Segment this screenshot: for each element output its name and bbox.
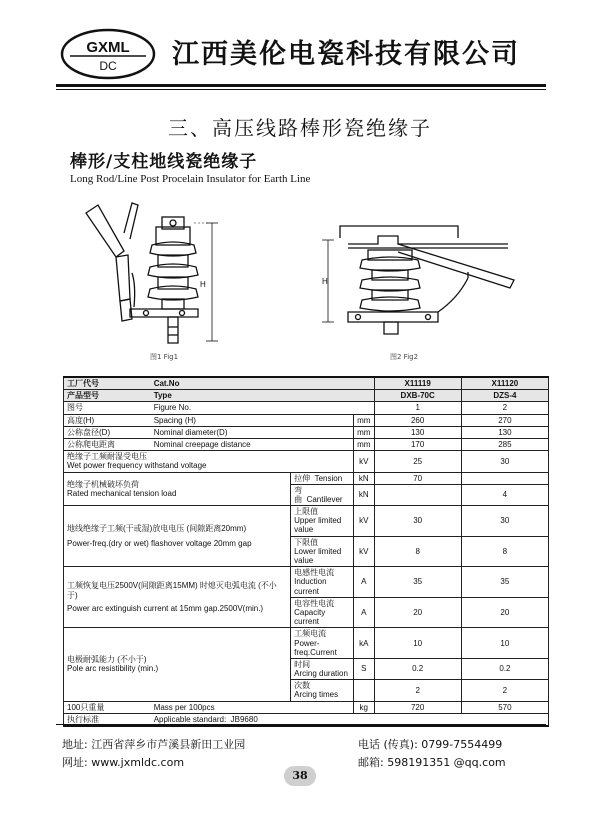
capacity-label-en: Capacity current bbox=[294, 607, 326, 627]
figure-value-1: 1 bbox=[374, 402, 461, 414]
wet-withstand-label-cn: 绝缘子工频耐湿受电压 bbox=[67, 452, 147, 462]
cat-label-cn: 工厂代号 bbox=[64, 377, 151, 390]
company-name: 江西美伦电瓷科技有限公司 bbox=[172, 39, 520, 70]
figure-1-caption: 图1 Fig1 bbox=[150, 353, 179, 361]
capacity-value-2: 20 bbox=[461, 597, 548, 628]
figure-label-en: Figure No. bbox=[151, 402, 374, 414]
cat-value-2: X11120 bbox=[461, 377, 548, 390]
upper-limit-value-2: 30 bbox=[461, 506, 548, 537]
address-text: 地址: 江西省萍乡市芦溪县新田工业园 bbox=[62, 738, 246, 751]
email-link[interactable]: 邮箱: 598191351 @qq.com bbox=[358, 756, 506, 769]
logo-text-bottom: DC bbox=[99, 59, 117, 73]
spec-table bbox=[63, 376, 549, 727]
figure-1-drawing bbox=[74, 195, 244, 355]
mech-load-label-cn: 绝缘子机械破坏负荷 bbox=[67, 479, 139, 489]
power-freq-current-unit: kA bbox=[353, 628, 374, 659]
induction-label-en: Induction current bbox=[294, 577, 327, 596]
arc-resist-label-cn: 电极耐弧能力 (不小于) bbox=[67, 655, 147, 665]
standard-label-en: Applicable standard: bbox=[153, 714, 227, 724]
cantilever-unit: kN bbox=[353, 484, 374, 505]
table-row bbox=[64, 701, 549, 713]
website-link[interactable]: 网址: www.jxmldc.com bbox=[62, 756, 185, 769]
header-rule-thick bbox=[56, 84, 546, 87]
mass-value-2: 570 bbox=[461, 701, 548, 713]
diameter-value-1: 130 bbox=[374, 426, 461, 438]
arcing-duration-unit: S bbox=[353, 658, 374, 679]
spacing-label-cn: 高度(H) bbox=[64, 414, 151, 426]
wet-withstand-label bbox=[64, 451, 354, 472]
table-row bbox=[64, 402, 549, 414]
figure-2-dimension-label: H bbox=[322, 277, 328, 286]
flashover-label-en: Power-freq.(dry or wet) flashover voltage 20mm gap bbox=[67, 539, 252, 549]
type-value-2: DZS-4 bbox=[461, 390, 548, 402]
arc-extinguish-label-cn: 工频恢复电压2500V(间隙距离15MM) 时熄灭电弧电流 (不小于) bbox=[67, 581, 277, 600]
figure-1-dimension-label: H bbox=[200, 280, 206, 289]
induction-unit: A bbox=[353, 567, 374, 598]
mass-label-cn: 100只重量 bbox=[64, 701, 151, 713]
figure-value-2: 2 bbox=[461, 402, 548, 414]
type-value-1: DXB-70C bbox=[374, 390, 461, 402]
induction-label bbox=[291, 567, 354, 598]
capacity-value-1: 20 bbox=[374, 597, 461, 628]
capacity-label-cn: 电容性电流 bbox=[294, 598, 335, 608]
diameter-label-en: Nominal diameter(D) bbox=[151, 426, 354, 438]
tension-value-1: 70 bbox=[374, 472, 461, 484]
cantilever-value-2: 4 bbox=[461, 484, 548, 505]
arc-extinguish-label bbox=[64, 567, 291, 628]
product-title: 棒形/支柱地线瓷绝缘子 bbox=[70, 152, 258, 172]
induction-label-cn: 电感性电流 bbox=[294, 568, 335, 578]
cantilever-label bbox=[291, 484, 354, 505]
power-freq-current-value-2: 10 bbox=[461, 628, 548, 659]
arcing-times-value-2: 2 bbox=[461, 680, 548, 701]
spacing-label-en: Spacing (H) bbox=[151, 414, 354, 426]
product-subtitle: Long Rod/Line Post Procelain Insulator for Earth Line bbox=[70, 173, 311, 185]
table-row bbox=[64, 472, 549, 484]
creepage-label-en: Nominal creepage distance bbox=[151, 438, 354, 450]
spacing-unit: mm bbox=[353, 414, 374, 426]
capacity-label bbox=[291, 597, 354, 628]
arcing-times-label bbox=[291, 680, 354, 701]
table-row bbox=[64, 414, 549, 426]
section-title: 三、高压线路棒形瓷绝缘子 bbox=[168, 116, 432, 140]
table-row bbox=[64, 628, 549, 659]
arc-extinguish-label-en: Power arc extinguish current at 15mm gap.2500V(min.) bbox=[67, 603, 264, 613]
table-row bbox=[64, 377, 549, 390]
upper-limit-label-cn: 上限值 bbox=[294, 507, 319, 517]
power-freq-current-label-en: Power-freq.Current bbox=[294, 638, 337, 657]
flashover-label-cn: 地线绝缘子工频(干或湿)放电电压 (间隙距离20mm) bbox=[67, 523, 247, 533]
cat-label-en: Cat.No bbox=[151, 377, 374, 390]
standard-value: JB9680 bbox=[230, 714, 258, 724]
creepage-value-2: 285 bbox=[461, 438, 548, 450]
arcing-duration-label bbox=[291, 658, 354, 679]
table-row bbox=[64, 567, 549, 598]
cantilever-label-en: Cantilever bbox=[306, 494, 343, 504]
wet-withstand-label-en: Wet power frequency withstand voltage bbox=[67, 461, 207, 471]
capacity-unit: A bbox=[353, 597, 374, 628]
mass-label-en: Mass per 100pcs bbox=[151, 701, 354, 713]
standard-label-cn: 执行标准 bbox=[64, 713, 151, 726]
diameter-unit: mm bbox=[353, 426, 374, 438]
upper-limit-unit: kV bbox=[353, 506, 374, 537]
mass-value-1: 720 bbox=[374, 701, 461, 713]
upper-limit-value-1: 30 bbox=[374, 506, 461, 537]
tension-label-en: Tension bbox=[314, 473, 343, 483]
footer-rule bbox=[56, 724, 546, 725]
tension-unit: kN bbox=[353, 472, 374, 484]
table-row bbox=[64, 390, 549, 402]
tension-value-2 bbox=[461, 472, 548, 484]
lower-limit-label-en: Lower limited value bbox=[294, 546, 342, 565]
figure-2-drawing bbox=[318, 218, 518, 348]
arcing-duration-value-1: 0.2 bbox=[374, 658, 461, 679]
induction-value-1: 35 bbox=[374, 567, 461, 598]
cantilever-value-1 bbox=[374, 484, 461, 505]
induction-value-2: 35 bbox=[461, 567, 548, 598]
creepage-unit: mm bbox=[353, 438, 374, 450]
arcing-duration-label-cn: 时间 bbox=[294, 659, 311, 669]
power-freq-current-label-cn: 工频电流 bbox=[294, 629, 327, 639]
header-rule-thin bbox=[56, 89, 546, 90]
arcing-times-label-cn: 次数 bbox=[294, 681, 311, 691]
mech-load-label bbox=[64, 472, 291, 506]
flashover-label bbox=[64, 506, 291, 567]
upper-limit-label bbox=[291, 506, 354, 537]
arc-resist-label bbox=[64, 628, 291, 701]
mech-load-label-en: Rated mechanical tension load bbox=[67, 488, 177, 498]
type-label-cn: 产品型号 bbox=[64, 390, 151, 402]
figure-2-caption: 图2 Fig2 bbox=[390, 353, 419, 361]
tension-label bbox=[291, 472, 354, 484]
arc-resist-label-en: Pole arc resistibility (min.) bbox=[67, 664, 159, 674]
tension-label-cn: 拉伸 bbox=[294, 473, 311, 483]
lower-limit-value-2: 8 bbox=[461, 536, 548, 567]
company-logo bbox=[60, 28, 156, 80]
power-freq-current-label bbox=[291, 628, 354, 659]
lower-limit-value-1: 8 bbox=[374, 536, 461, 567]
logo-text-top: GXML bbox=[86, 39, 130, 56]
spacing-value-1: 260 bbox=[374, 414, 461, 426]
phone-text: 电话 (传真): 0799-7554499 bbox=[358, 738, 503, 751]
lower-limit-label-cn: 下限值 bbox=[294, 537, 319, 547]
page-number: 38 bbox=[284, 766, 316, 786]
lower-limit-label bbox=[291, 536, 354, 567]
upper-limit-label-en: Upper limited value bbox=[294, 516, 342, 535]
arcing-times-label-en: Arcing times bbox=[294, 690, 339, 700]
spacing-value-2: 270 bbox=[461, 414, 548, 426]
mass-unit: kg bbox=[353, 701, 374, 713]
arcing-duration-label-en: Arcing duration bbox=[294, 669, 348, 679]
wet-withstand-value-1: 25 bbox=[374, 451, 461, 472]
lower-limit-unit: kV bbox=[353, 536, 374, 567]
cat-value-1: X11119 bbox=[374, 377, 461, 390]
diameter-value-2: 130 bbox=[461, 426, 548, 438]
arcing-times-value-1: 2 bbox=[374, 680, 461, 701]
table-row bbox=[64, 451, 549, 472]
table-row bbox=[64, 506, 549, 537]
power-freq-current-value-1: 10 bbox=[374, 628, 461, 659]
table-row bbox=[64, 438, 549, 450]
arcing-times-unit bbox=[353, 680, 374, 701]
figure-label-cn: 图号 bbox=[64, 402, 151, 414]
type-label-en: Type bbox=[151, 390, 374, 402]
creepage-label-cn: 公称爬电距离 bbox=[64, 438, 151, 450]
diameter-label-cn: 公称盘径(D) bbox=[64, 426, 151, 438]
creepage-value-1: 170 bbox=[374, 438, 461, 450]
arcing-duration-value-2: 0.2 bbox=[461, 658, 548, 679]
wet-withstand-unit: kV bbox=[353, 451, 374, 472]
wet-withstand-value-2: 30 bbox=[461, 451, 548, 472]
cantilever-label-cn: 弯曲 bbox=[294, 485, 303, 504]
table-row bbox=[64, 426, 549, 438]
